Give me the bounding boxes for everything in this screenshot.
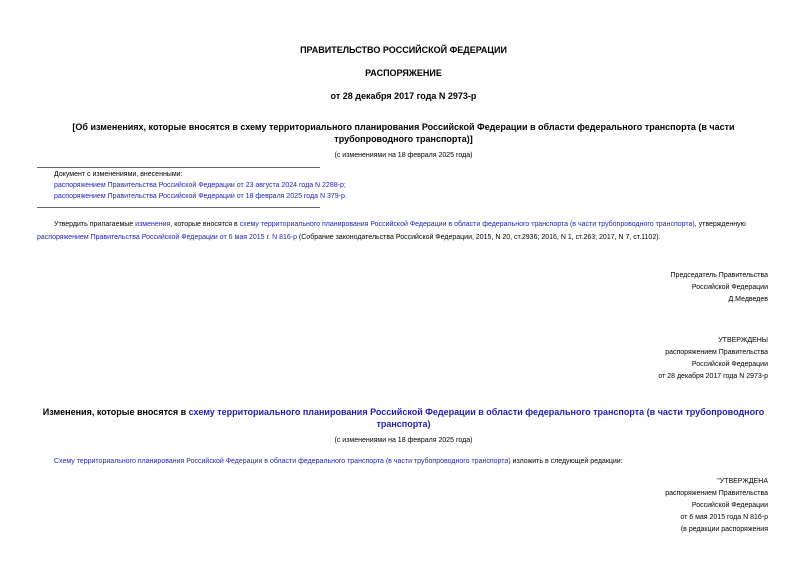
main-paragraph-text-1: Утвердить прилагаемые <box>54 221 136 228</box>
order-816-link[interactable]: распоряжением Правительства Российской Федерации от 6 мая 2015 г. N 816-р <box>37 233 297 241</box>
approved-country: Российской Федерации <box>691 361 768 368</box>
signature-title: Председатель Правительства <box>670 272 768 279</box>
scheme-paragraph-link[interactable]: Схему территориального планирования Российской Федерации в области федерального транспорта (в части трубопроводного транспорта) <box>54 458 511 465</box>
approved2-revision: (в редакции распоряжения <box>680 526 768 533</box>
changes-title-scheme-link[interactable]: схему территориального планирования Российской Федерации в области федерального транспорта (в части трубопроводного транспорта) <box>188 407 765 429</box>
main-paragraph-text-3: , утвержденную <box>694 221 746 228</box>
approved-date-number: от 28 декабря 2017 года N 2973-р <box>658 373 768 380</box>
approved2-heading: "УТВЕРЖДЕНА <box>717 478 768 485</box>
signature-country: Российской Федерации <box>691 284 768 291</box>
approved2-country: Российской Федерации <box>691 502 768 509</box>
main-paragraph-text-4: (Собрание законодательства Российской Федерации, 2015, N 20, ст.2936; 2016, N 1, ст.263; 2017, N 7, ст.1102). <box>296 233 661 241</box>
changes-box-intro: Документ с изменениями, внесенными: <box>54 171 183 178</box>
approved-by: распоряжением Правительства <box>665 349 768 356</box>
government-heading: ПРАВИТЕЛЬСТВО РОССИЙСКОЙ ФЕДЕРАЦИИ <box>300 45 507 55</box>
changes-title <box>40 406 767 430</box>
scheme-link[interactable]: схему территориального планирования Российской Федерации в области федерального транспорта (в части трубопроводного транспорта) <box>239 221 695 228</box>
document-title: [Об изменениях, которые вносятся в схему территориального планирования Российской Федерации в области федерального транспорта (в части трубопроводного транспорта)] <box>72 122 735 144</box>
main-paragraph-text-2: , которые вносятся в <box>170 221 240 228</box>
changes-box-top-rule <box>37 167 320 168</box>
changes-revision-note: (с изменениями на 18 февраля 2025 года) <box>334 437 473 444</box>
approved2-by: распоряжением Правительства <box>665 490 768 497</box>
changes-box-bottom-rule <box>37 207 320 208</box>
document-date-number: от 28 декабря 2017 года N 2973-р <box>330 91 477 101</box>
scheme-paragraph <box>54 458 623 465</box>
approved2-date-number: от 6 мая 2015 года N 816-р <box>680 514 768 521</box>
changes-title-text: Изменения, которые вносятся в <box>42 407 189 417</box>
amendment-link-2025[interactable]: распоряжением Правительства Российской Федерации от 18 февраля 2025 года N 379-р. <box>54 193 347 200</box>
amendment-link-2024[interactable]: распоряжением Правительства Российской Федерации от 23 августа 2024 года N 2288-р; <box>54 182 346 189</box>
scheme-paragraph-text: изложить в следующей редакции: <box>510 458 623 465</box>
changes-link[interactable]: изменения <box>135 221 171 228</box>
main-paragraph <box>37 219 769 244</box>
revision-note: (с изменениями на 18 февраля 2025 года) <box>334 152 473 159</box>
document-type-heading: РАСПОРЯЖЕНИЕ <box>365 68 442 78</box>
approved-heading: УТВЕРЖДЕНЫ <box>718 337 768 344</box>
signature-name: Д.Медведев <box>728 296 768 303</box>
